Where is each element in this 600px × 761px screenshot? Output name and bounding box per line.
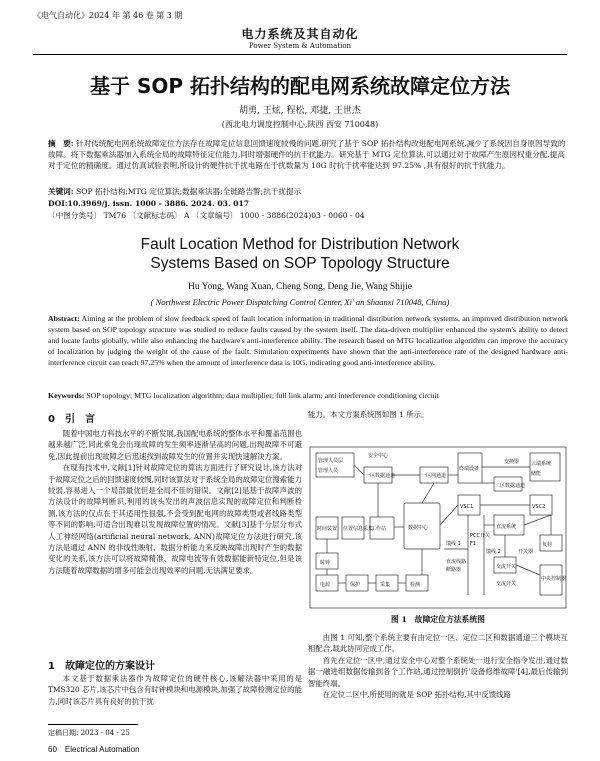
doi: DOI:10.3969/j. issn. 1000 - 3886. 2024. 03. 017 [48,199,250,208]
label-protect: 保护 [350,582,361,588]
label-mgmt: 管理人员 [318,468,339,474]
journal-header: 《电气自动化》2024 年 第 46 卷 第 3 期 [33,11,183,20]
section-0-heading: 0 引 言 [48,414,95,425]
right-body [308,632,568,700]
label-breaker-stub: 断路器 [446,567,462,573]
label-line1: 馈线 1 [446,541,461,547]
authors-en: Hu Yong, Wang Xuan, Cheng Song, Deng Jie, Wang Shijie [187,282,412,292]
figure-1-caption: 图 1 故障定位方法系统图 [391,615,485,624]
received-date: 定稿日期: 2023 - 04 - 25 [48,729,130,737]
connector [422,483,434,503]
section-1-heading: 1 故障定位的方案设计 [48,661,155,672]
label-mid: 中央控制器 [541,576,567,582]
right-paragraph: 首先在定位一区中,通过安全中心对整个系统处一进行安全指令发出,通过数据一融进组数据传输到各个工作站,通过控制倒折'设备修维故障'[4],最后传输到智能终端。 [308,655,568,688]
right-paragraph: 由图 1 可知,整个系统主要有由定位一区、定位二区和数据通道三个模块互相配合,载此协同完成工作。 [308,633,568,654]
connector [524,515,551,525]
keywords-en-label: Keywords: [48,391,85,400]
authors-cn: 胡勇, 王炫, 程松, 邓捷, 王世杰 [239,106,361,116]
label-breaker: 开关器 [518,549,534,555]
label-terminal: 终端设备 [459,466,480,472]
abstract-cn-label: 摘 要: [48,139,74,148]
keywords-en [48,391,568,400]
keywords-cn-text: SOP 拓扑结构;MTG 定位算法;数据乘法器;全链路告警;抗干扰提示 [76,187,302,196]
right-paragraph: 在定位二区中,所使用的就是 SOP 拓扑结构,其中反馈线路 [322,690,511,700]
footnote-rule [48,724,138,725]
abstract-en [48,313,568,368]
intro-body [48,428,302,576]
paper-title-en [0,235,600,273]
label-storage: 储能 [531,471,542,477]
title-en-line2: Systems Based on SOP Topology Structure [150,255,450,272]
label-switch: 变换器 [504,459,520,465]
abstract-en-label: Abstract: [48,314,80,323]
intro-paragraph: 随着中国电力科技水平的不断发展,我国配电系统的整体水平和覆盖范围也越来越广泛,同此乘免会出现故障的发生频率逐渐呈高的问题,出现故障不可避免,因此提前出现故障之后迅速找到故障发生的位置并实现快速解决方案。 [48,429,302,461]
label-area2: 二区数据通道 [495,483,526,489]
label-dc-line: 直流线路 [446,559,467,565]
label-mgmt-big: 管理人员层 [318,458,344,464]
label-work: 工作站 [371,526,387,532]
label-pcc: PCC开关 [470,533,490,539]
keywords-en-text: SOP topology; MTG localization algorithm; data multiplier; full link alarm; anti interference conditioning circuit [86,391,439,400]
label-load: 负荷 [542,542,553,548]
classification: 〔中图分类号〕 TM76 〔文献标志码〕 A 〔文章编号〕 1000 - 3886(2024)03 - 0060 - 04 [48,211,365,220]
label-detect: 检测 [410,582,421,588]
connector [516,565,540,575]
label-f1: F1 [470,541,477,547]
right-top-line: 能力。本文方案系统图如图 1 所示。 [308,410,429,419]
affiliation-cn: (西北电力调度控制中心,陕西 西安 710048) [221,120,379,129]
header-rule [33,54,567,55]
label-vsc2: VSC2 [532,504,546,510]
label-ac-switch: 交流开关 [496,581,517,587]
intro-paragraph: 在现有技术中,文献[1]针对故障定位的算法方面进行了研究设计,该方法对于故障定位之后的回馈速度较慢,同时该算法对于系统全局的故障定位搜索能力较弱,容易进入一个局部最优但是全局不佳的错误。文献[2]是基于故障声波的方法设计的故障判断识,利用的该头发出的声波信息实现的故障定位和判断检测,该方法的仅点在于其适用性很强,不会受到配电网的故障类型或者线路类型等不同的影响,可适合出现难以发现故障位置的情况。文献[3]基于分层分布式人工神经网络(artificial neural network, ANN)故障定位方法进行研究,该方法是通过 ANN 的非线性映射、数据分析能力来反映故障出现时产生的数据变化的关系,该方法可以将故障精准、故障电流等有效数据能新特定位,但是该方法随着故障数据的增多可能会出现效率的问题,无法满足要求。 [48,463,302,575]
label-ac: 交流开关 [496,564,517,570]
connector [440,505,458,525]
abstract-cn-text: 针对传统配电网系统故障定位方法存在故障定位信息回馈速度较慢的问题,研究了基于 SOP 拓扑结构改进配电网系统,减少了系统因自身原因导致的故障。将下数据乘法器加入系统全局的故障特征定位能力,同时增强硬件的抗干扰能力。研究基于 MTG 定位算法,可以通过对于故障产生原因权重分配,提高对于定位的精确度。通过仿真试验表明,所设计的硬件抗干扰电路在干扰数量为 10G 时抗干扰率能达到 97.25% ,具有很好的抗干扰能力。 [48,139,566,170]
label-security-center: 安全中心 [368,453,389,459]
label-vsc1: VSC1 [460,504,474,510]
label-zone1-net: 一区数据通道 [365,473,396,479]
title-en-line1: Fault Location Method for Distribution Network [140,236,460,253]
label-pos: 位置信息采集 [343,526,374,532]
label-zone1-top: 一区网通道 [421,473,447,479]
label-time: 时间装置 [317,526,338,532]
page-number: 60 Electrical Automation [48,745,140,754]
label-power: 电源 [320,582,331,588]
abstract-cn [48,138,568,171]
connector [354,465,364,475]
figure-1-system-diagram [308,445,568,610]
label-clock: 时钟 [320,560,331,566]
label-collect: 采集 [380,582,391,588]
section-1-body [48,673,302,707]
label-line2: 馈线 2 [486,549,501,555]
section-header-en: Power System & Automation [248,42,352,50]
affiliation-en: ( Northwest Electric Power Dispatching Control Center, Xi' an Shaanxi 710048, China) [150,297,450,307]
label-data-center: 数据中心 [408,525,429,531]
keywords-cn-label: 关键词: [48,187,74,196]
keywords-cn [48,186,568,197]
paper-title-cn: 基于 SOP 拓扑结构的配电网系统故障定位方法 [90,74,510,98]
section-header-cn: 电力系统及其自动化 [241,27,359,41]
section-1-paragraph: 本文基于数据乘法器作为故障定位的硬件核心,该解法器中采用的是 TMS320 芯片,该芯片中包含有时钟模块和电源模块,加强了故障检测定位的能力,同时该芯片具有良好的抗干扰 [48,674,302,706]
label-dc: 直流系统 [496,524,517,530]
label-cloud: 云端系统 [531,461,552,467]
abstract-en-text: Aiming at the problem of slow feedback speed of fault location information in traditional distribution network systems, an improved distribution network system based on SOP topology structure was studied to reduce faults caused by the system itself. The data-driven multiplier enhanced the system's ability to detect and locate faults globally, while also enhancing the hardware's anti-interference ability. The research based on MTG localization algorithm can improve the accuracy of localization by judging the weight of the cause of the fault. Simulation experiments have shown that the anti-interference rate of the designed hardware anti-interference circuit can reach 97.25% when the amount of interference data is 10G, indicating good anti-interference ability. [48,314,568,368]
